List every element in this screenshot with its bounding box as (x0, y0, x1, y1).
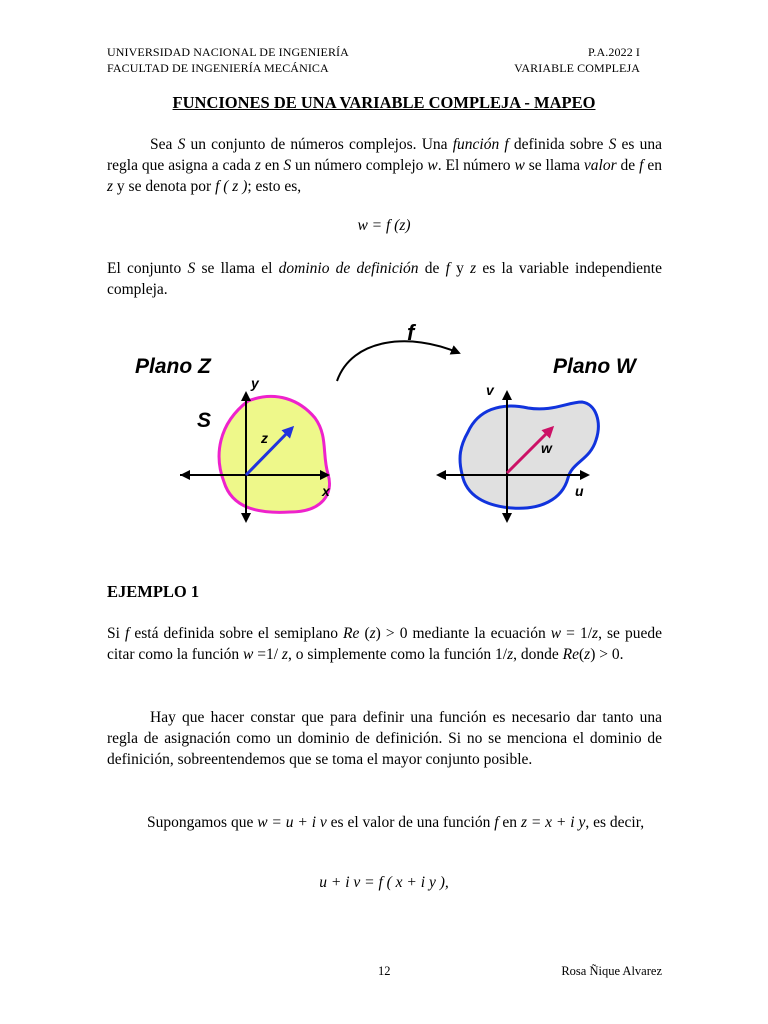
y-axis-label: y (251, 375, 259, 391)
header-faculty: FACULTAD DE INGENIERÍA MECÁNICA (107, 61, 329, 75)
header-course (490, 44, 640, 76)
example-heading: EJEMPLO 1 (107, 582, 200, 601)
mapping-arrow (337, 341, 459, 381)
header-institution (107, 44, 349, 76)
header-course-name: VARIABLE COMPLEJA (514, 61, 640, 75)
paragraph-domain-note: Hay que hacer constar que para definir una función es necesario dar tanto una regla de asignación como un dominio de definición. Si no se menciona el dominio de definición, sobreentendemos que se toma el mayor conjunto posible. (107, 709, 662, 768)
plano-z-label: Plano Z (135, 355, 211, 378)
paragraph-suppose: Supongamos que w = u + i v es el valor de una función f en z = x + i y, es decir, (147, 814, 645, 831)
region-s (219, 396, 329, 512)
page-title: FUNCIONES DE UNA VARIABLE COMPLEJA - MAPEO (172, 93, 596, 112)
x-axis-label: x (322, 483, 330, 499)
f-label: f (407, 320, 415, 345)
paragraph-example-1: Si f está definida sobre el semiplano Re (z) > 0 mediante la ecuación w = 1/z, se puede citar como la función w =1/ z, o simplemente como la función 1/z, donde Re(z) > 0. (107, 625, 662, 663)
paragraph-definition: Sea S un conjunto de números complejos. Una función f definida sobre S es una regla que asigna a cada z en S un número complejo w. El número w se llama valor de f en z y se denota por f ( z ); esto es, (107, 136, 662, 195)
equation-w-equals-f-of-z: w = f (z) (357, 217, 411, 234)
page-number: 12 (378, 964, 391, 978)
s-label: S (197, 409, 212, 432)
paragraph-domain: El conjunto S se llama el dominio de definición de f y z es la variable independiente compleja. (107, 260, 662, 298)
v-axis-label: v (486, 382, 494, 398)
z-label: z (261, 430, 268, 446)
header-term: P.A.2022 I (587, 45, 640, 59)
equation-u-plus-iv: u + i v = f ( x + i y ), (319, 874, 449, 891)
plano-w-label: Plano W (553, 355, 636, 378)
u-axis-label: u (575, 483, 584, 499)
header-university: UNIVERSIDAD NACIONAL DE INGENIERÍA (107, 45, 349, 59)
footer-author: Rosa Ñique Alvarez (561, 964, 662, 978)
mapping-figure (0, 315, 768, 530)
w-label: w (541, 440, 552, 456)
